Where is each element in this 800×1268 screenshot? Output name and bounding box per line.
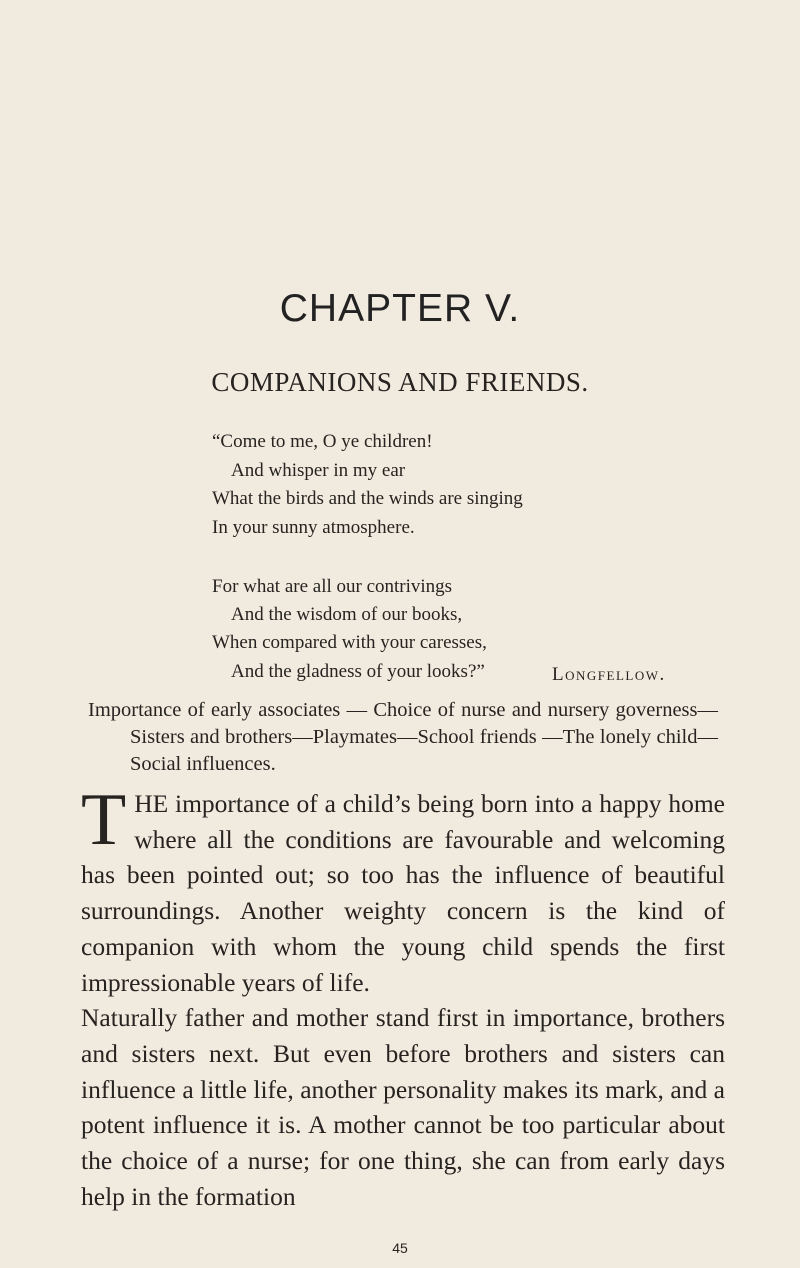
chapter-heading: COMPANIONS AND FRIENDS. [211,367,589,397]
summary-text: Importance of early associates — Choice of nurse and nursery governess—Sisters and brothers—Playmates—School friends —The lonely child—Social influences. [88,699,718,775]
poem-line: And whisper in my ear [231,460,406,481]
paragraph-2: Naturally father and mother stand first in importance, brothers and sisters next. But even before brothers and sisters can influence a little life, another personality makes its mark, and a potent influence it is. A mother cannot be too particular about the choice of a nurse; for one thing, she can from early days help in the formation [81,1003,725,1211]
poem-line: In your sunny atmosphere. [212,517,415,538]
poem-line: “Come to me, O ye children! [212,431,433,452]
poem-line: And the wisdom of our books, [231,604,463,625]
epigraph-attribution: Longfellow. [552,664,666,685]
chapter-summary [88,697,718,778]
body-text [81,779,725,1214]
poem-line: What the birds and the winds are singing [212,488,523,509]
poem-line: And the gladness of your looks?” [231,661,485,682]
poem-line: When compared with your caresses, [212,632,487,653]
paragraph-1 [81,779,725,1000]
drop-cap: T [81,779,127,861]
paragraph-1-text: HE importance of a child’s being born into a happy home where all the conditions are favourable and welcoming has been pointed out; so too has the influence of beautiful surroundings. Another weighty concern is the kind of companion with whom the young child spends the first impressionable years of life. [81,789,725,997]
page-number: 45 [392,1240,408,1256]
poem-line: For what are all our contrivings [212,576,453,597]
chapter-title: CHAPTER V. [279,287,521,330]
